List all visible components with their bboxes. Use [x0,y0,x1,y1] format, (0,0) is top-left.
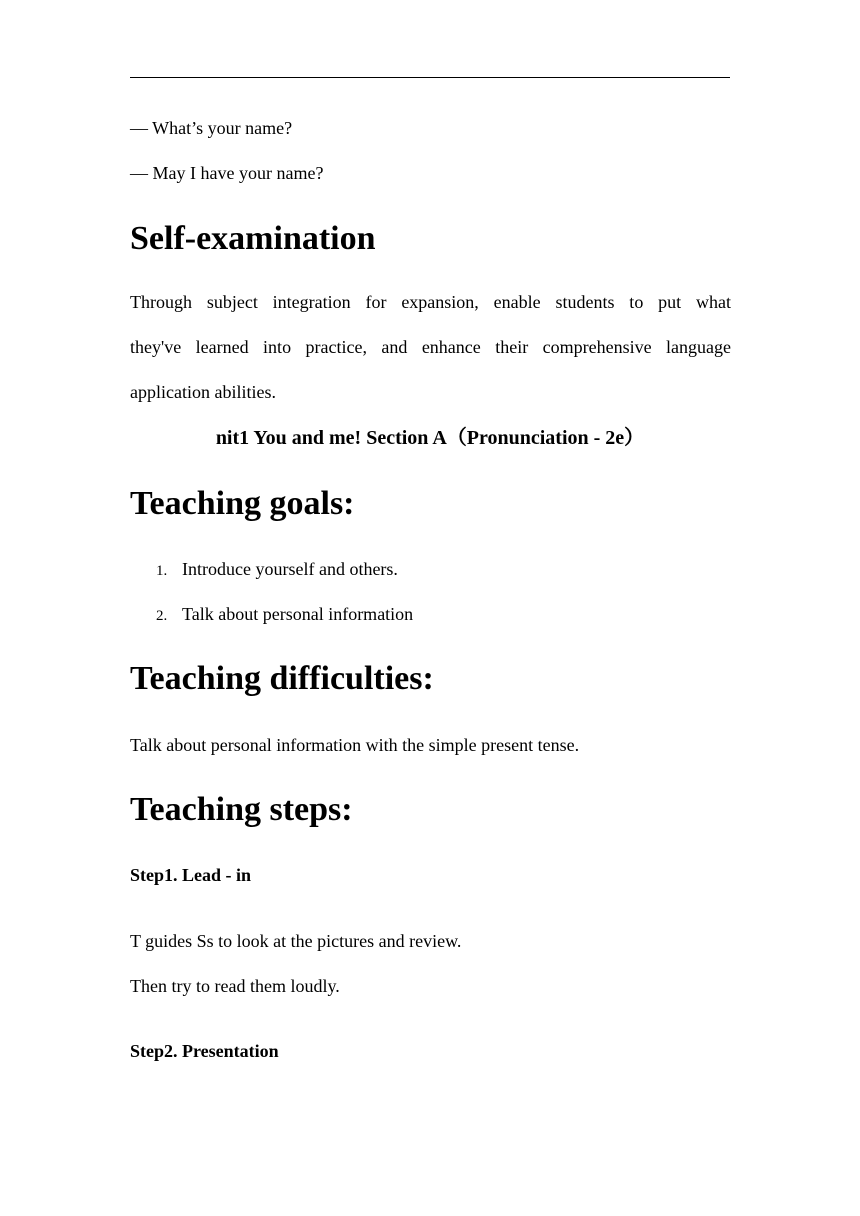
step1-line-2: Then try to read them loudly. [130,976,340,996]
section-heading-self-examination: Self-examination [130,220,376,257]
teaching-difficulties-text: Talk about personal information with the simple present tense. [130,735,580,755]
list-item-number: 2. [156,608,168,624]
list-item-text: Introduce yourself and others. [182,559,398,579]
paragraph-line: they've learned into practice, and enhance their comprehensive language [130,337,731,357]
list-item-number: 1. [156,563,168,579]
list-item [156,557,398,583]
step1-title: Step1. Lead - in [130,865,252,885]
section-heading-teaching-goals: Teaching goals: [130,485,355,522]
dialogue-line-2: — May I have your name? [130,163,324,183]
list-item [156,602,413,628]
section-heading-teaching-steps: Teaching steps: [130,791,353,828]
paragraph-line: Through subject integration for expansion, enable students to put what [130,292,731,312]
section-heading-teaching-difficulties: Teaching difficulties: [130,660,434,697]
step2-title: Step2. Presentation [130,1041,279,1061]
unit-title: nit1 You and me! Section A（Pronunciation - 2e） [215,427,645,449]
step1-line-1: T guides Ss to look at the pictures and review. [130,931,462,951]
dialogue-line-1: — What’s your name? [130,118,293,138]
self-examination-paragraph [130,280,731,415]
paragraph-line: application abilities. [130,382,276,402]
header-rule [130,77,730,78]
list-item-text: Talk about personal information [182,604,414,624]
